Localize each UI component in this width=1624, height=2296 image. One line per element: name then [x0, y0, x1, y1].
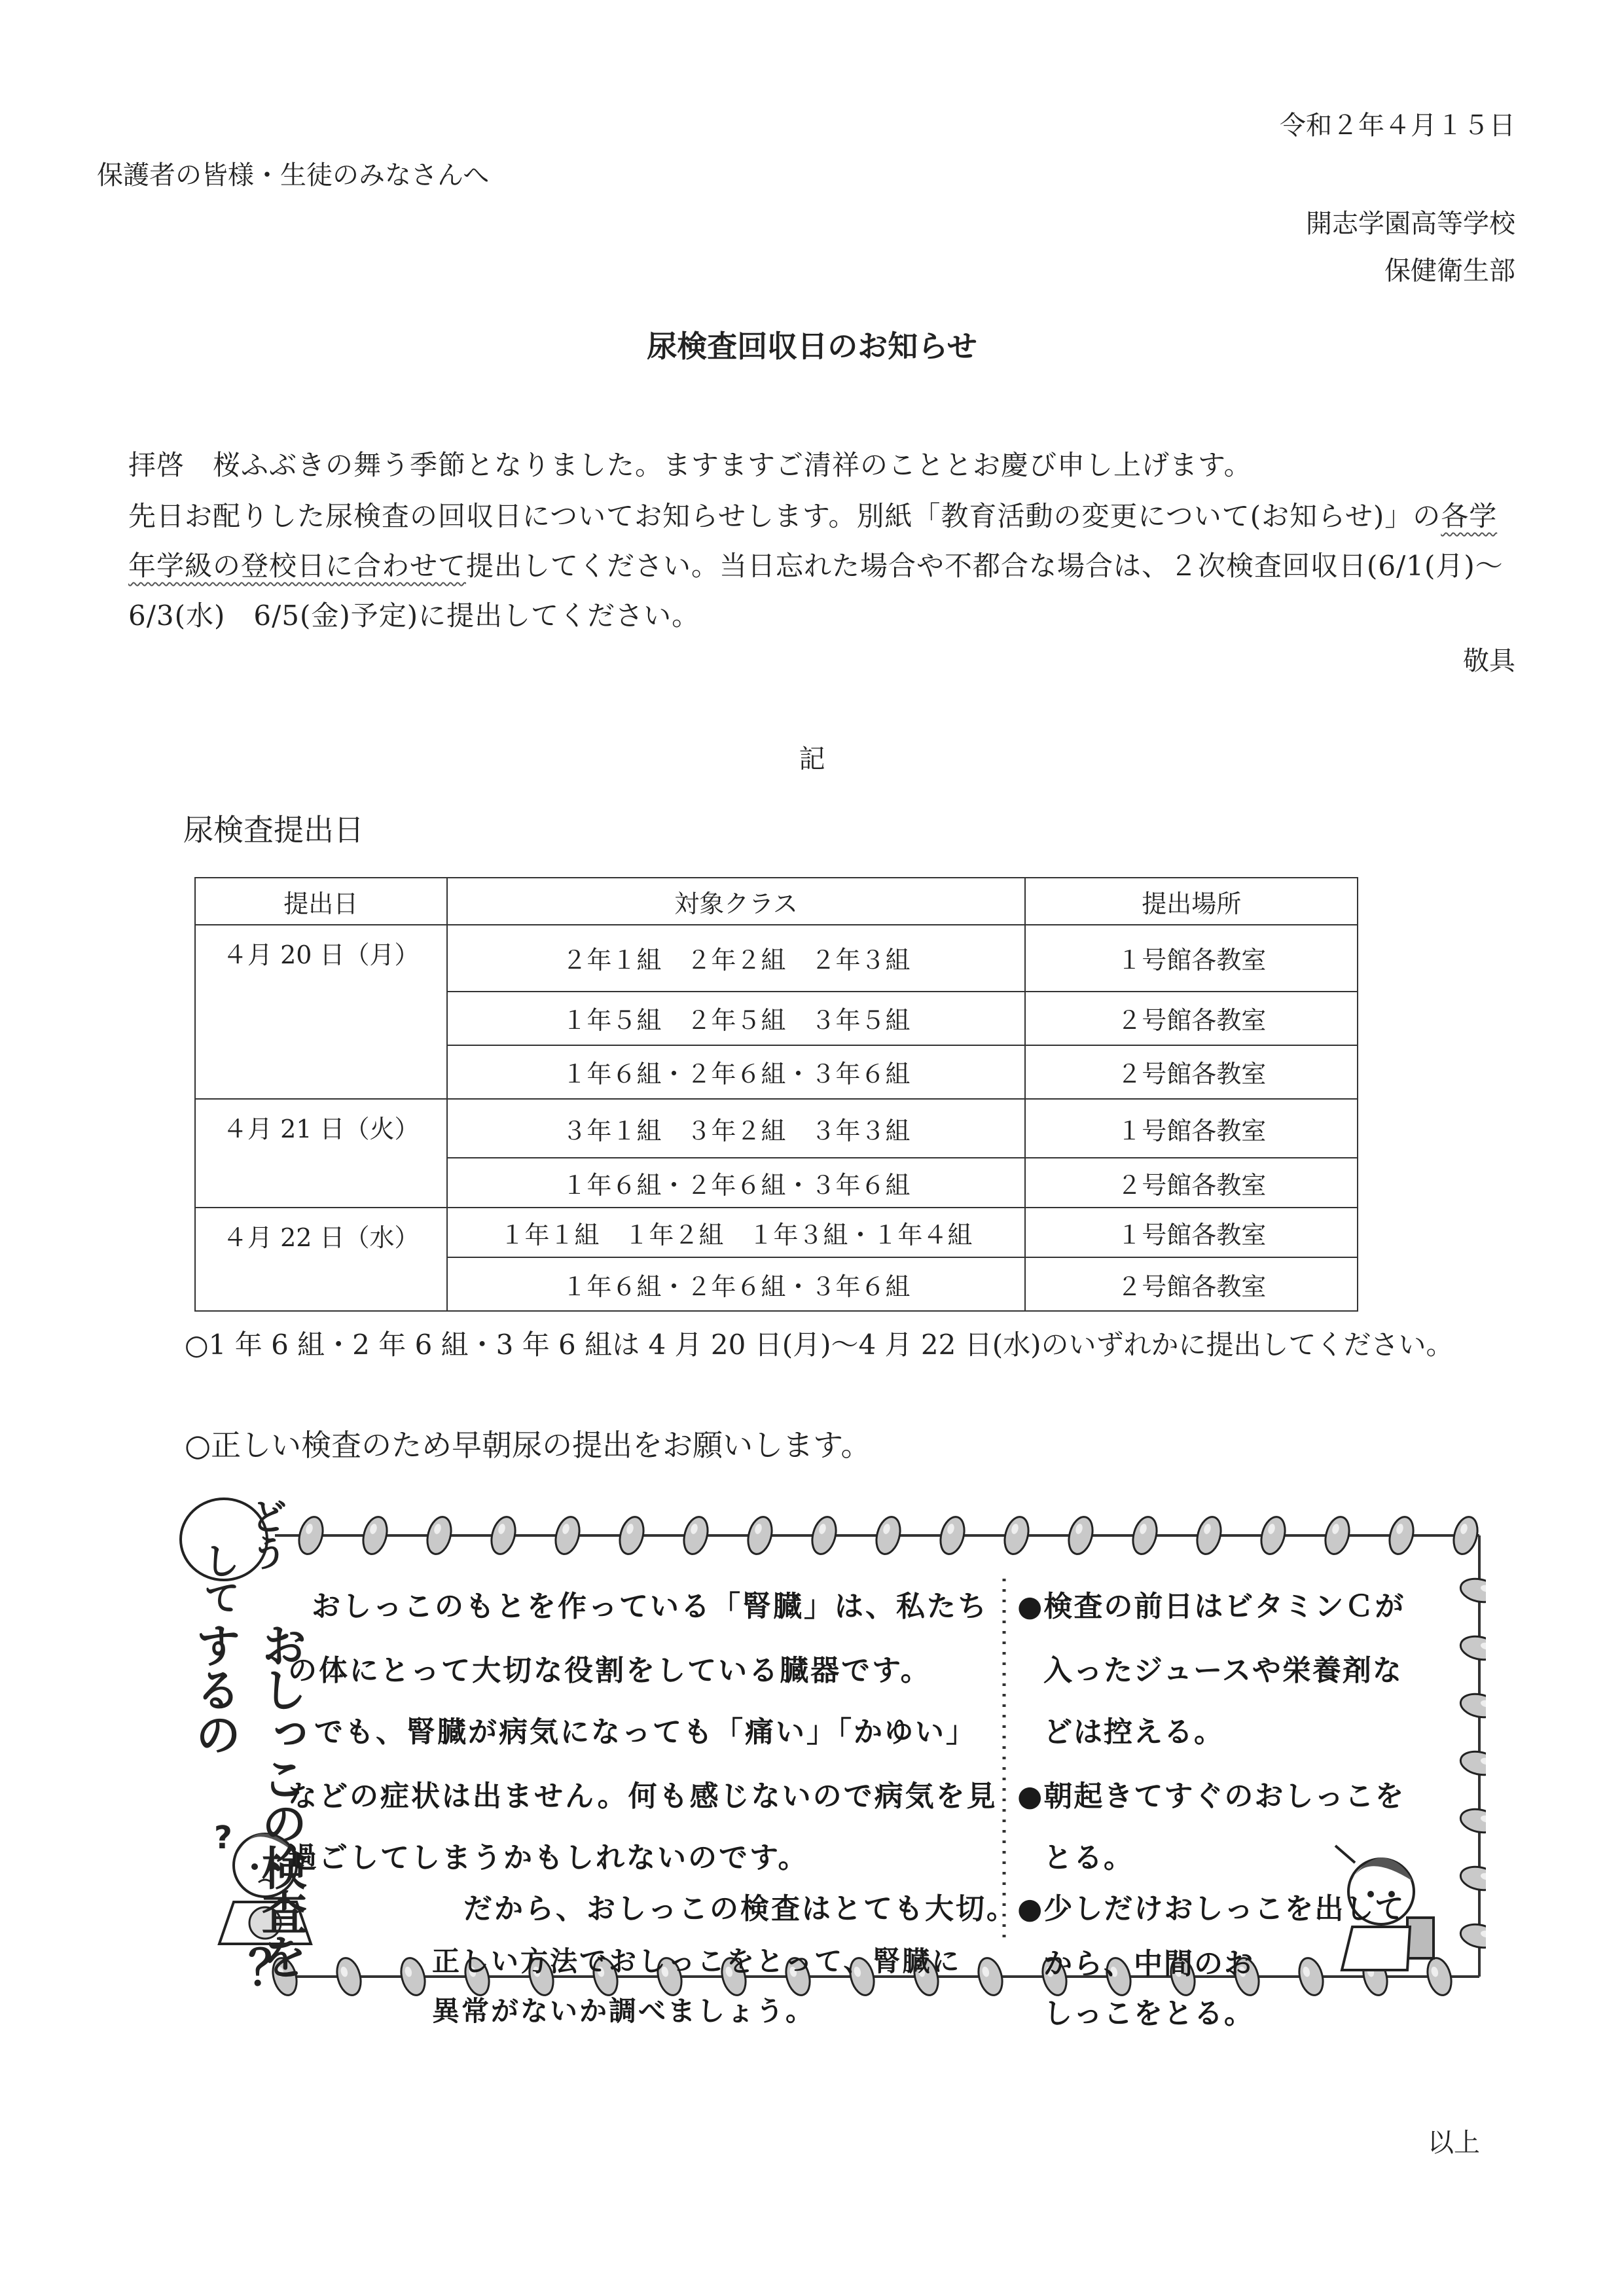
explain-line-3: でも、腎臓が病気になっても「痛い」「かゆい」: [314, 1715, 977, 1749]
bean-ornament: [359, 1515, 391, 1557]
tip-line-5: とる。: [1043, 1841, 1134, 1874]
place-cell: ２号館各教室: [1025, 1158, 1358, 1208]
date-cell: ４月 20 日（月）: [195, 925, 447, 1099]
explain-line-8: 異常がないか調べましょう。: [432, 1995, 816, 2027]
bean-ornament: [424, 1515, 455, 1557]
tip-line-4: ●朝起きてすぐのおしっこを: [1017, 1780, 1405, 1813]
schedule-table: [194, 877, 1358, 1312]
bean-ornament: [616, 1515, 647, 1557]
bean-ornament: [1386, 1515, 1417, 1557]
bean-border-frame: [177, 1492, 1486, 2016]
bean-ornament: [1424, 1956, 1455, 1998]
document-date: 令和２年４月１５日: [1280, 111, 1515, 141]
bean-ornament: [1257, 1515, 1289, 1557]
place-cell: ２号館各教室: [1025, 992, 1358, 1045]
urine-test-explainer-panel: [177, 1492, 1486, 2030]
note-morning-urine: ○正しい検査のため早朝尿の提出をお願いします。: [185, 1427, 871, 1463]
header-date: 提出日: [195, 878, 447, 925]
classes-cell: １年６組・２年６組・３年６組: [447, 1045, 1026, 1099]
tip-line-1: ●検査の前日はビタミンＣが: [1017, 1590, 1405, 1623]
bean-ornament: [1322, 1515, 1353, 1557]
body-line-2: [128, 495, 1497, 534]
bean-ornament: [295, 1515, 327, 1557]
place-cell: ２号館各教室: [1025, 1257, 1358, 1311]
vertical-title-shite: して: [198, 1542, 240, 1615]
body-line-3: [128, 545, 1504, 584]
closing-ijo: 以上: [1428, 2128, 1480, 2158]
bean-ornament: [1458, 1863, 1486, 1893]
bean-ornament: [333, 1956, 365, 1998]
bean-ornament: [1458, 1748, 1486, 1778]
body-line-3-emphasis: 年学級の登校日に合わせて: [128, 550, 467, 582]
bean-ornament: [808, 1515, 840, 1557]
tip-line-7: から、中間のお: [1043, 1947, 1254, 1981]
closing-keigu: 敬具: [1463, 646, 1515, 676]
bean-ornament: [744, 1515, 776, 1557]
bean-ornament: [397, 1956, 429, 1998]
tip-line-3: どは控える。: [1043, 1715, 1224, 1749]
table-header-row: [195, 878, 1358, 925]
place-cell: １号館各教室: [1025, 1099, 1358, 1158]
explain-line-2: の体にとって大切な役割をしている臓器です。: [288, 1654, 931, 1687]
document-title: 尿検査回収日のお知らせ: [647, 329, 977, 364]
vertical-title-question: ？: [216, 1946, 272, 1995]
schedule-section-title: 尿検査提出日: [183, 812, 364, 848]
explain-line-7: 正しい方法でおしっこをとって、腎臓に: [432, 1945, 962, 1977]
table-row: [195, 1208, 1358, 1257]
classes-cell: １年５組 ２年５組 ３年５組: [447, 992, 1026, 1045]
body-line-2-emphasis: 各学: [1441, 500, 1498, 532]
place-cell: １号館各教室: [1025, 925, 1358, 992]
bean-ornament: [1450, 1515, 1481, 1557]
bean-column-right: [1458, 1575, 1486, 1950]
bean-ornament: [1458, 1806, 1486, 1835]
classes-cell: １年１組 １年２組 １年３組・１年４組: [447, 1208, 1026, 1257]
department-name: 保健衛生部: [1384, 256, 1515, 286]
header-classes: 対象クラス: [447, 878, 1026, 925]
explain-line-4: などの症状は出ません。何も感じないので病気を見: [288, 1780, 998, 1813]
bean-ornament: [1129, 1515, 1161, 1557]
bean-ornament: [1065, 1515, 1096, 1557]
tip-line-8: しっこをとる。: [1043, 1997, 1254, 2030]
classes-cell: ２年１組 ２年２組 ２年３組: [447, 925, 1026, 992]
school-name: 開志学園高等学校: [1306, 209, 1515, 239]
classes-cell: １年６組・２年６組・３年６組: [447, 1257, 1026, 1311]
body-line-3-text: 提出してください。当日忘れた場合や不都合な場合は、２次検査回収日(6/1(月)～: [466, 550, 1504, 582]
bean-ornament: [1458, 1691, 1486, 1720]
bean-ornament: [937, 1515, 968, 1557]
bean-ornament: [1458, 1633, 1486, 1662]
tip-line-6: ●少しだけおしっこを出して: [1017, 1892, 1405, 1926]
table-row: [195, 1099, 1358, 1158]
classes-cell: ３年１組 ３年２組 ３年３組: [447, 1099, 1026, 1158]
bean-ornament: [488, 1515, 519, 1557]
explain-line-6: だから、おしっこの検査はとても大切。: [463, 1892, 1017, 1926]
body-line-1: 拝啓 桜ふぶきの舞う季節となりました。ますますご清祥のこととお慶び申し上げます。: [128, 449, 1252, 481]
bean-ornament: [1193, 1515, 1225, 1557]
bean-ornament: [975, 1956, 1006, 1998]
date-cell: ４月 21 日（火）: [195, 1099, 447, 1208]
bean-ornament: [873, 1515, 904, 1557]
svg-text:?: ?: [214, 1820, 232, 1856]
bean-ornament: [1458, 1575, 1486, 1605]
bean-ornament: [1295, 1956, 1327, 1998]
ki-marker: 記: [799, 744, 825, 774]
addressee: 保護者の皆様・生徒のみなさんへ: [97, 160, 490, 190]
place-cell: ２号館各教室: [1025, 1045, 1358, 1099]
note-sixth-class: ○1 年 6 組・2 年 6 組・3 年 6 組は 4 月 20 日(月)～4 月 22 日(水)のいずれかに提出してください。: [185, 1329, 1454, 1361]
bean-ornament: [1458, 1921, 1486, 1950]
bean-ornament: [680, 1515, 712, 1557]
body-line-2-text: 先日お配りした尿検査の回収日についてお知らせします。別紙「教育活動の変更について(お知らせ)」の: [128, 500, 1441, 532]
bean-ornament: [1001, 1515, 1032, 1557]
bean-ornament: [552, 1515, 583, 1557]
header-place: 提出場所: [1025, 878, 1358, 925]
vertical-title-main: おしっこの検査をするの: [188, 1622, 308, 1978]
tip-line-2: 入ったジュースや栄養剤な: [1043, 1654, 1403, 1687]
place-cell: １号館各教室: [1025, 1208, 1358, 1257]
body-line-4: 6/3(水) 6/5(金)予定)に提出してください。: [128, 600, 700, 632]
explain-line-5: 過ごしてしまうかもしれないのです。: [288, 1841, 809, 1874]
explain-line-1: おしっこのもとを作っている「腎臓」は、私たち: [312, 1590, 988, 1623]
table-row: [195, 925, 1358, 992]
vertical-title-dou: どう: [245, 1498, 287, 1571]
date-cell: ４月 22 日（水）: [195, 1208, 447, 1311]
classes-cell: １年６組・２年６組・３年６組: [447, 1158, 1026, 1208]
